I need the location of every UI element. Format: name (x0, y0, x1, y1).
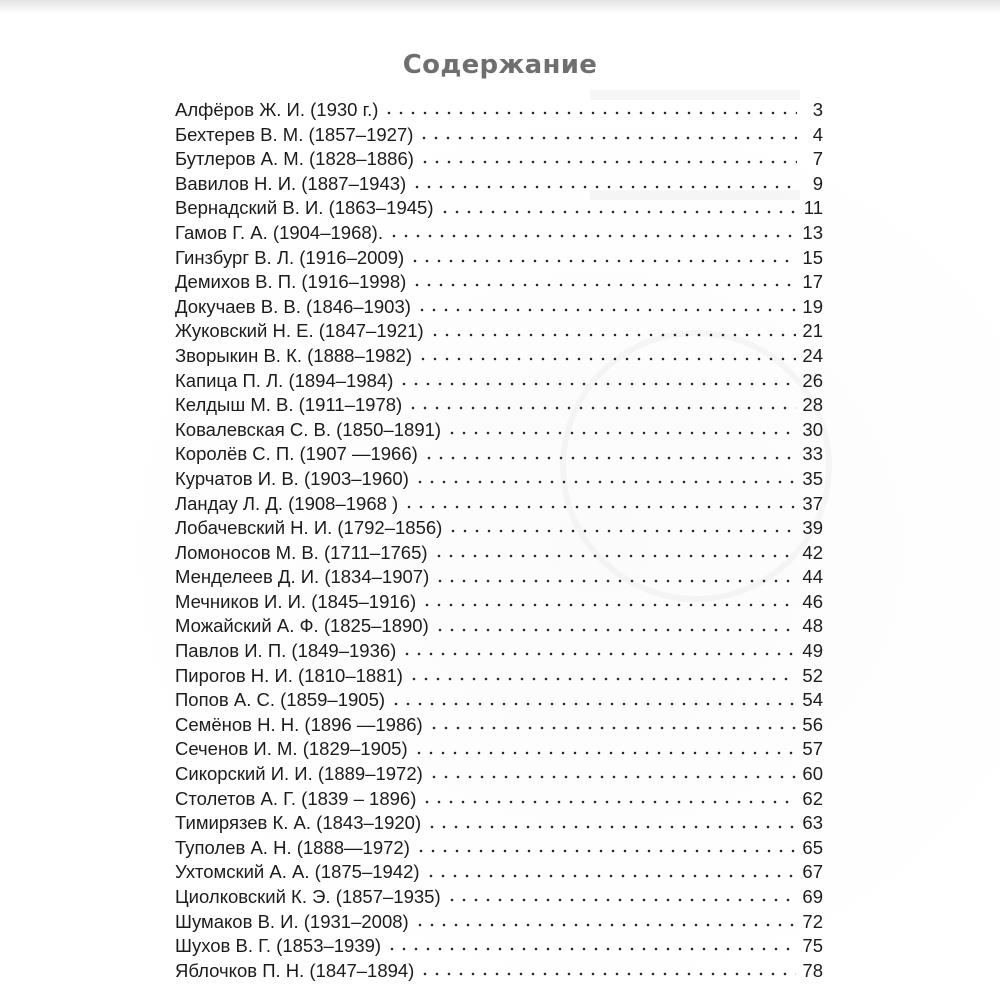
dot-leader (414, 480, 797, 484)
toc-entry[interactable] (175, 811, 823, 836)
dot-leader (429, 333, 797, 337)
toc-entry-page: 39 (802, 517, 823, 539)
dot-leader (428, 775, 797, 779)
toc-entry-page: 42 (802, 541, 823, 563)
toc-entry-name: Курчатов И. В. (1903–1960) (175, 467, 409, 489)
toc-entry-page: 49 (802, 640, 823, 662)
toc-entry[interactable] (175, 762, 823, 787)
toc-entry-page: 33 (802, 443, 823, 465)
toc-entry-name: Бехтерев В. М. (1857–1927) (175, 123, 414, 145)
toc-entry-name: Пирогов Н. И. (1810–1881) (175, 664, 403, 686)
toc-entry-name: Вернадский В. И. (1863–1945) (175, 197, 434, 219)
toc-entry-page: 19 (802, 295, 823, 317)
dot-leader (439, 210, 798, 214)
toc-entry-name: Ломоносов М. В. (1711–1765) (175, 541, 428, 563)
toc-entry-name: Бутлеров А. М. (1828–1886) (175, 148, 414, 170)
toc-entry-page: 13 (802, 221, 823, 243)
toc-entry[interactable] (175, 614, 823, 639)
toc-entry-page: 35 (802, 467, 823, 489)
toc-entry[interactable] (175, 959, 823, 984)
toc-entry[interactable] (175, 98, 823, 123)
toc-entry[interactable] (175, 418, 823, 443)
toc-entry[interactable] (175, 393, 823, 418)
toc-entry-page: 72 (802, 910, 823, 932)
dot-leader (407, 406, 796, 410)
dot-leader (409, 259, 796, 263)
toc-entry-name: Ландау Л. Д. (1908–1968 ) (175, 492, 399, 514)
toc-entry-name: Королёв С. П. (1907 —1966) (175, 443, 418, 465)
toc-entry-page: 52 (802, 664, 823, 686)
dot-leader (434, 579, 796, 583)
toc-entry[interactable] (175, 639, 823, 664)
table-of-contents (175, 98, 823, 983)
toc-entry-page: 67 (802, 861, 823, 883)
toc-entry-name: Демихов В. П. (1916–1998) (175, 271, 407, 293)
toc-entry[interactable] (175, 196, 823, 221)
toc-entry[interactable] (175, 270, 823, 295)
dot-leader (419, 972, 796, 976)
toc-entry-name: Келдыш М. В. (1911–1978) (175, 394, 403, 416)
dot-leader (433, 554, 797, 558)
toc-entry-page: 56 (802, 713, 823, 735)
dot-leader (426, 825, 796, 829)
toc-entry-name: Ковалевская С. В. (1850–1891) (175, 418, 442, 440)
toc-entry-name: Лобачевский Н. И. (1792–1856) (175, 517, 443, 539)
dot-leader (423, 456, 797, 460)
page-top-edge (0, 0, 1000, 14)
toc-entry-page: 44 (802, 566, 823, 588)
toc-entry-name: Яблочков П. Н. (1847–1894) (175, 959, 415, 981)
toc-entry-page: 48 (802, 615, 823, 637)
toc-entry[interactable] (175, 295, 823, 320)
toc-entry-name: Капица П. Л. (1894–1984) (175, 369, 394, 391)
toc-entry-page: 37 (802, 492, 823, 514)
toc-entry-page: 54 (802, 689, 823, 711)
dot-leader (447, 529, 796, 533)
dot-leader (434, 628, 797, 632)
toc-entry[interactable] (175, 860, 823, 885)
toc-entry-name: Мечников И. И. (1845–1916) (175, 590, 417, 612)
dot-leader (403, 505, 796, 509)
dot-leader (414, 923, 797, 927)
toc-entry-page: 69 (802, 886, 823, 907)
dot-leader (421, 603, 796, 607)
dot-leader (386, 947, 796, 951)
toc-entry-page: 30 (802, 418, 823, 440)
toc-entry[interactable] (175, 885, 823, 910)
dot-leader (446, 898, 797, 902)
toc-entry-name: Вавилов Н. И. (1887–1943) (175, 172, 407, 194)
toc-entry-page: 17 (802, 271, 823, 293)
toc-entry[interactable] (175, 590, 823, 615)
toc-entry-page: 26 (802, 369, 823, 391)
dot-leader (390, 702, 796, 706)
toc-entry[interactable] (175, 369, 823, 394)
toc-entry-name: Туполев А. Н. (1888—1972) (175, 836, 410, 858)
toc-entry-name: Гамов Г. А. (1904–1968). (175, 221, 383, 243)
toc-entry-name: Ухтомский А. А. (1875–1942) (175, 861, 420, 883)
toc-entry-name: Шухов В. Г. (1853–1939) (175, 935, 382, 957)
toc-entry-page: 78 (802, 959, 823, 981)
toc-entry-name: Циолковский К. Э. (1857–1935) (175, 886, 441, 907)
dot-leader (417, 357, 796, 361)
toc-entry-page: 21 (802, 320, 823, 342)
dot-leader (411, 185, 797, 189)
dot-leader (428, 726, 797, 730)
toc-entry-name: Менделеев Д. И. (1834–1907) (175, 566, 430, 588)
toc-entry-page: 65 (802, 836, 823, 858)
toc-entry-page: 62 (802, 787, 823, 809)
dot-leader (419, 160, 797, 164)
toc-entry-page: 28 (802, 394, 823, 416)
toc-entry-page: 63 (802, 812, 823, 834)
toc-entry[interactable] (175, 565, 823, 590)
dot-leader (413, 751, 797, 755)
toc-entry-page: 9 (812, 172, 823, 194)
toc-entry-name: Жуковский Н. Е. (1847–1921) (175, 320, 424, 342)
toc-entry[interactable] (175, 664, 823, 689)
toc-entry-name: Докучаев В. В. (1846–1903) (175, 295, 411, 317)
dot-leader (383, 111, 797, 115)
toc-entry[interactable] (175, 467, 823, 492)
toc-entry-page: 24 (802, 344, 823, 366)
dot-leader (388, 234, 796, 238)
toc-entry-page: 3 (812, 99, 823, 120)
toc-entry-name: Сеченов И. М. (1829–1905) (175, 738, 408, 760)
dot-leader (408, 677, 796, 681)
dot-leader (418, 136, 797, 140)
toc-entry-page: 60 (802, 763, 823, 785)
toc-entry[interactable] (175, 172, 823, 197)
toc-entry[interactable] (175, 246, 823, 271)
toc-entry-page: 4 (812, 123, 823, 145)
toc-entry[interactable] (175, 221, 823, 246)
dot-leader (415, 849, 797, 853)
toc-entry[interactable] (175, 713, 823, 738)
toc-entry-name: Алфёров Ж. И. (1930 г.) (175, 99, 379, 120)
toc-entry[interactable] (175, 934, 823, 959)
toc-entry-name: Попов А. С. (1859–1905) (175, 689, 386, 711)
toc-entry-page: 57 (802, 738, 823, 760)
toc-entry-name: Можайский А. Ф. (1825–1890) (175, 615, 429, 637)
toc-entry[interactable] (175, 344, 823, 369)
dot-leader (398, 382, 796, 386)
toc-entry-name: Тимирязев К. А. (1843–1920) (175, 812, 422, 834)
toc-entry[interactable] (175, 737, 823, 762)
page-title: Содержание (402, 50, 598, 80)
toc-entry-page: 75 (802, 935, 823, 957)
toc-entry-name: Павлов И. П. (1849–1936) (175, 640, 397, 662)
toc-entry-name: Столетов А. Г. (1839 – 1896) (175, 787, 417, 809)
toc-entry-page: 46 (802, 590, 823, 612)
toc-entry[interactable] (175, 442, 823, 467)
dot-leader (446, 431, 796, 435)
toc-entry-name: Шумаков В. И. (1931–2008) (175, 910, 409, 932)
dot-leader (421, 800, 796, 804)
toc-entry[interactable] (175, 123, 823, 148)
toc-entry[interactable] (175, 492, 823, 517)
toc-entry-name: Зворыкин В. К. (1888–1982) (175, 344, 413, 366)
toc-entry-name: Сикорский И. И. (1889–1972) (175, 763, 423, 785)
toc-entry-page: 11 (803, 197, 823, 219)
toc-entry-page: 7 (812, 148, 823, 170)
dot-leader (401, 652, 796, 656)
toc-entry[interactable] (175, 910, 823, 935)
toc-entry[interactable] (175, 836, 823, 861)
toc-entry[interactable] (175, 319, 823, 344)
dot-leader (411, 283, 796, 287)
toc-entry[interactable] (175, 516, 823, 541)
dot-leader (425, 874, 797, 878)
dot-leader (416, 308, 797, 312)
toc-entry[interactable] (175, 787, 823, 812)
toc-entry-page: 15 (802, 246, 823, 268)
toc-entry-name: Семёнов Н. Н. (1896 —1986) (175, 713, 423, 735)
toc-entry[interactable] (175, 688, 823, 713)
toc-entry-name: Гинзбург В. Л. (1916–2009) (175, 246, 405, 268)
toc-entry[interactable] (175, 147, 823, 172)
toc-entry[interactable] (175, 541, 823, 566)
